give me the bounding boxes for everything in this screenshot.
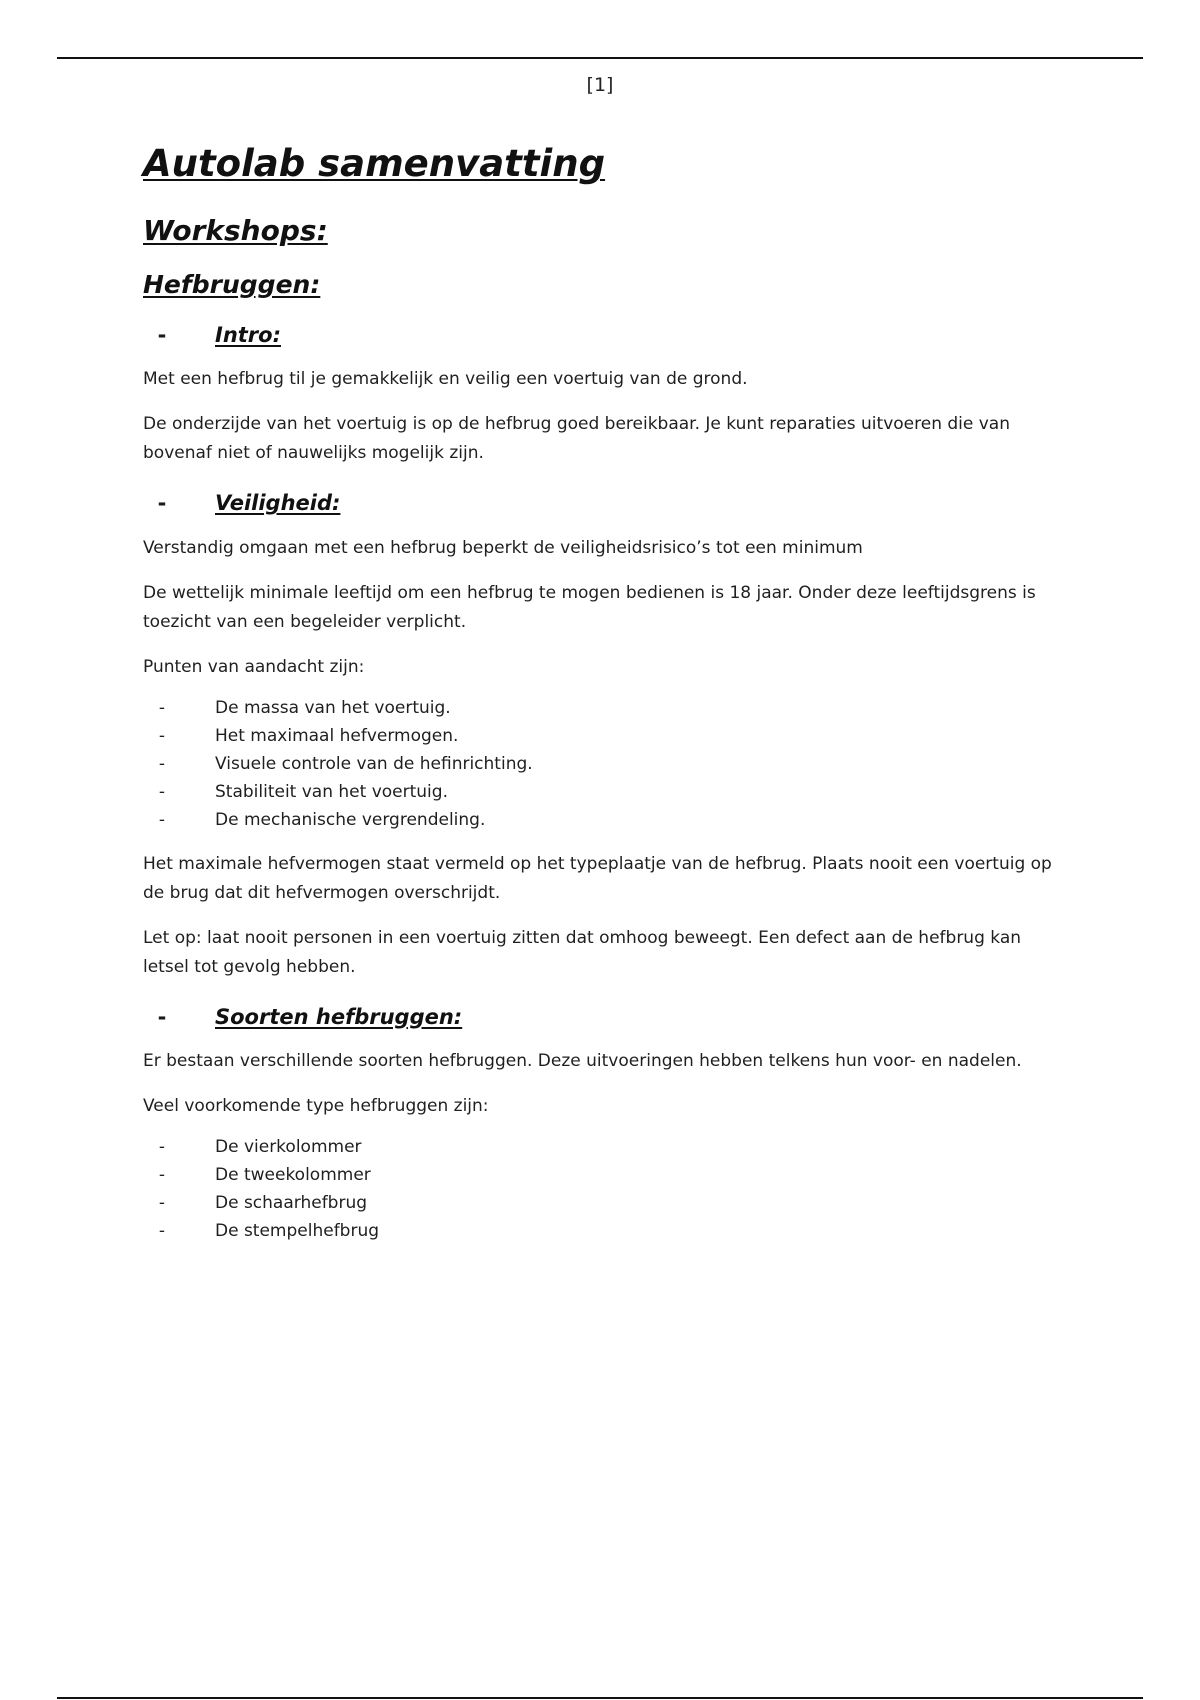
bullet-dash: - xyxy=(158,1136,166,1157)
header-rule xyxy=(57,57,1143,59)
paragraph: Punten van aandacht zijn: xyxy=(143,656,365,677)
paragraph: Er bestaan verschillende soorten hefbruggen. Deze uitvoeringen hebben telkens hun voor- en nadelen. xyxy=(143,1050,1022,1071)
list-item-text: Visuele controle van de hefinrichting. xyxy=(215,753,533,774)
lift-types-list xyxy=(143,1133,1063,1245)
list-item xyxy=(143,778,1063,806)
bullet-dash: - xyxy=(158,753,166,774)
list-item xyxy=(143,694,1063,722)
list-item-text: De mechanische vergrendeling. xyxy=(215,809,486,830)
paragraph: Let op: laat nooit personen in een voertuig zitten dat omhoog beweegt. Een defect aan de hefbrug kan letsel tot gevolg hebben. xyxy=(143,927,1022,977)
topic-heading: Hefbruggen: xyxy=(143,269,321,299)
attention-points-list xyxy=(143,694,1063,834)
document-body xyxy=(143,142,1063,1245)
footer-rule xyxy=(57,1697,1143,1699)
bullet-dash: - xyxy=(158,1192,166,1213)
list-item-text: Het maximaal hefvermogen. xyxy=(215,725,459,746)
bullet-dash: - xyxy=(157,1004,167,1029)
list-item xyxy=(143,1133,1063,1161)
bullet-dash: - xyxy=(158,697,166,718)
section-heading-label: Veiligheid: xyxy=(215,491,341,516)
list-item xyxy=(143,1161,1063,1189)
list-item xyxy=(143,1217,1063,1245)
list-item xyxy=(143,806,1063,834)
list-item-text: De vierkolommer xyxy=(215,1136,362,1157)
bullet-dash: - xyxy=(158,1164,166,1185)
paragraph: De onderzijde van het voertuig is op de hefbrug goed bereikbaar. Je kunt reparaties uitvoeren die van bovenaf niet of nauwelijks mogelijk zijn. xyxy=(143,414,1010,464)
paragraph: Met een hefbrug til je gemakkelijk en veilig een voertuig van de grond. xyxy=(143,369,748,390)
chapter-heading: Workshops: xyxy=(143,214,328,248)
paragraph: De wettelijk minimale leeftijd om een hefbrug te mogen bedienen is 18 jaar. Onder deze leeftijdsgrens is toezicht van een begeleider verplicht. xyxy=(143,582,1036,632)
paragraph: Het maximale hefvermogen staat vermeld op het typeplaatje van de hefbrug. Plaats nooit een voertuig op de brug dat dit hefvermogen overschrijdt. xyxy=(143,853,1052,903)
section-heading-veiligheid xyxy=(143,490,1063,517)
paragraph: Veel voorkomende type hefbruggen zijn: xyxy=(143,1095,489,1116)
bullet-dash: - xyxy=(158,725,166,746)
bullet-dash: - xyxy=(158,1220,166,1241)
section-heading-label: Intro: xyxy=(215,322,281,347)
paragraph: Verstandig omgaan met een hefbrug beperkt de veiligheidsrisico’s tot een minimum xyxy=(143,537,863,558)
section-heading-intro xyxy=(143,322,1063,349)
list-item xyxy=(143,750,1063,778)
list-item xyxy=(143,722,1063,750)
section-heading-soorten xyxy=(143,1004,1063,1031)
bullet-dash: - xyxy=(157,322,167,347)
section-heading-label: Soorten hefbruggen: xyxy=(215,1004,463,1029)
list-item-text: De massa van het voertuig. xyxy=(215,697,451,718)
list-item-text: De schaarhefbrug xyxy=(215,1192,368,1213)
bullet-dash: - xyxy=(158,781,166,802)
bullet-dash: - xyxy=(157,491,167,516)
list-item xyxy=(143,1189,1063,1217)
document-title: Autolab samenvatting xyxy=(143,142,606,185)
list-item-text: Stabiliteit van het voertuig. xyxy=(215,781,448,802)
list-item-text: De tweekolommer xyxy=(215,1164,371,1185)
list-item-text: De stempelhefbrug xyxy=(215,1220,380,1241)
bullet-dash: - xyxy=(158,809,166,830)
page-number: [1] xyxy=(586,74,614,96)
